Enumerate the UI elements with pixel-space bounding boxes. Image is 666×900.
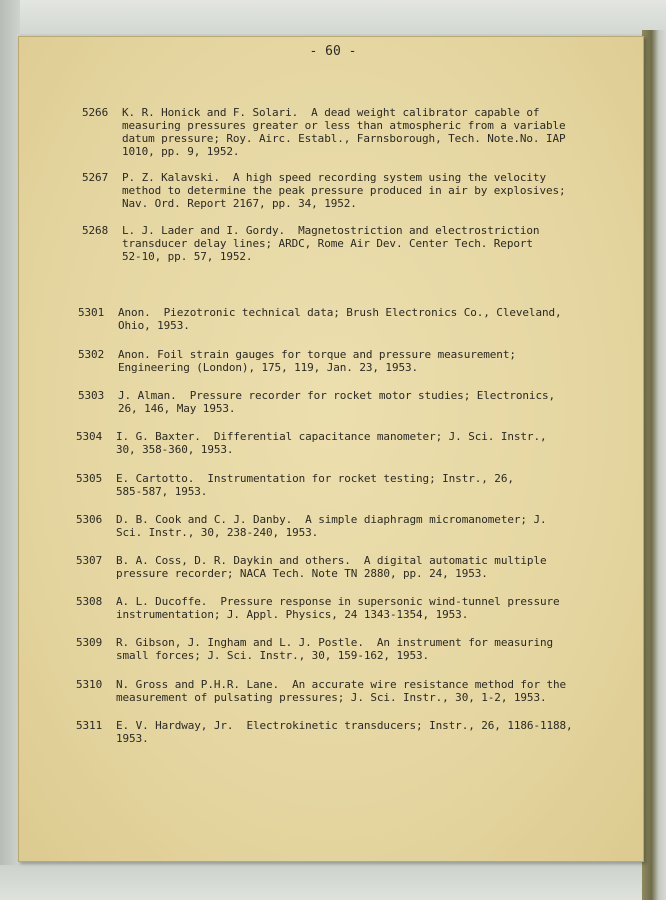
citation-line: D. B. Cook and C. J. Danby. A simple diaphragm micromanometer; J. [116, 513, 547, 526]
reference-entry [76, 719, 596, 745]
reference-entry [78, 348, 598, 374]
citation-line: instrumentation; J. Appl. Physics, 24 1343-1354, 1953. [116, 608, 469, 621]
entry-number: 5266 [82, 106, 109, 119]
reference-entry [82, 106, 602, 158]
citation-line: Engineering (London), 175, 119, Jan. 23, 1953. [118, 361, 419, 374]
reference-entry [76, 513, 596, 539]
entry-number: 5267 [82, 171, 109, 184]
entry-citation [116, 554, 586, 580]
binder-edge [642, 30, 666, 900]
citation-line: N. Gross and P.H.R. Lane. An accurate wire resistance method for the [116, 678, 567, 691]
citation-line: Sci. Instr., 30, 238-240, 1953. [116, 526, 319, 539]
entry-number: 5307 [76, 554, 103, 567]
entry-number: 5268 [82, 224, 109, 237]
entry-number: 5311 [76, 719, 103, 732]
scan-background-bottom [0, 865, 666, 900]
citation-line: small forces; J. Sci. Instr., 30, 159-162, 1953. [116, 649, 430, 662]
entry-citation [122, 171, 592, 210]
citation-line: transducer delay lines; ARDC, Rome Air Dev. Center Tech. Report [122, 237, 533, 250]
scan-background-top [0, 0, 666, 34]
reference-entry [78, 306, 598, 332]
citation-line: Anon. Piezotronic technical data; Brush Electronics Co., Cleveland, [118, 306, 562, 319]
entry-number: 5303 [78, 389, 105, 402]
page-number: - 60 - [309, 44, 357, 59]
reference-entry [76, 595, 596, 621]
citation-line: 30, 358-360, 1953. [116, 443, 234, 456]
reference-entry [76, 636, 596, 662]
citation-line: Nav. Ord. Report 2167, pp. 34, 1952. [122, 197, 357, 210]
reference-entry [78, 389, 598, 415]
entry-number: 5308 [76, 595, 103, 608]
citation-line: A. L. Ducoffe. Pressure response in supersonic wind-tunnel pressure [116, 595, 560, 608]
entry-number: 5305 [76, 472, 103, 485]
reference-entry [76, 430, 596, 456]
citation-line: R. Gibson, J. Ingham and L. J. Postle. An instrument for measuring [116, 636, 554, 649]
reference-entry [82, 171, 602, 210]
scan-background-left [0, 0, 20, 900]
entry-citation [116, 678, 586, 704]
entry-citation [116, 719, 586, 745]
entry-number: 5306 [76, 513, 103, 526]
citation-line: L. J. Lader and I. Gordy. Magnetostriction and electrostriction [122, 224, 540, 237]
entry-number: 5302 [78, 348, 105, 361]
citation-line: 585-587, 1953. [116, 485, 208, 498]
citation-line: J. Alman. Pressure recorder for rocket motor studies; Electronics, [118, 389, 556, 402]
citation-line: Ohio, 1953. [118, 319, 190, 332]
citation-line: method to determine the peak pressure produced in air by explosives; [122, 184, 566, 197]
entry-citation [116, 513, 586, 539]
entry-number: 5304 [76, 430, 103, 443]
citation-line: I. G. Baxter. Differential capacitance manometer; J. Sci. Instr., [116, 430, 547, 443]
citation-line: K. R. Honick and F. Solari. A dead weight calibrator capable of [122, 106, 540, 119]
citation-line: measurement of pulsating pressures; J. Sci. Instr., 30, 1-2, 1953. [116, 691, 547, 704]
reference-entry [76, 678, 596, 704]
entry-citation [116, 430, 586, 456]
citation-line: E. Cartotto. Instrumentation for rocket testing; Instr., 26, [116, 472, 514, 485]
entry-number: 5301 [78, 306, 105, 319]
reference-entry [82, 224, 602, 263]
reference-entry [76, 472, 596, 498]
citation-line: 1953. [116, 732, 149, 745]
citation-line: Anon. Foil strain gauges for torque and pressure measurement; [118, 348, 516, 361]
citation-line: 26, 146, May 1953. [118, 402, 236, 415]
citation-line: measuring pressures greater or less than atmospheric from a variable [122, 119, 566, 132]
entry-citation [118, 306, 588, 332]
entry-citation [116, 595, 586, 621]
entry-citation [118, 389, 588, 415]
citation-line: P. Z. Kalavski. A high speed recording system using the velocity [122, 171, 546, 184]
citation-line: datum pressure; Roy. Airc. Establ., Farnsborough, Tech. Note.No. IAP [122, 132, 566, 145]
citation-line: E. V. Hardway, Jr. Electrokinetic transducers; Instr., 26, 1186-1188, [116, 719, 573, 732]
citation-line: 52-10, pp. 57, 1952. [122, 250, 253, 263]
entry-citation [116, 472, 586, 498]
entry-citation [122, 106, 592, 158]
entry-citation [116, 636, 586, 662]
citation-line: 1010, pp. 9, 1952. [122, 145, 240, 158]
entry-number: 5310 [76, 678, 103, 691]
entry-number: 5309 [76, 636, 103, 649]
reference-entry [76, 554, 596, 580]
entry-citation [122, 224, 592, 263]
entry-citation [118, 348, 588, 374]
citation-line: B. A. Coss, D. R. Daykin and others. A digital automatic multiple [116, 554, 547, 567]
citation-line: pressure recorder; NACA Tech. Note TN 2880, pp. 24, 1953. [116, 567, 488, 580]
